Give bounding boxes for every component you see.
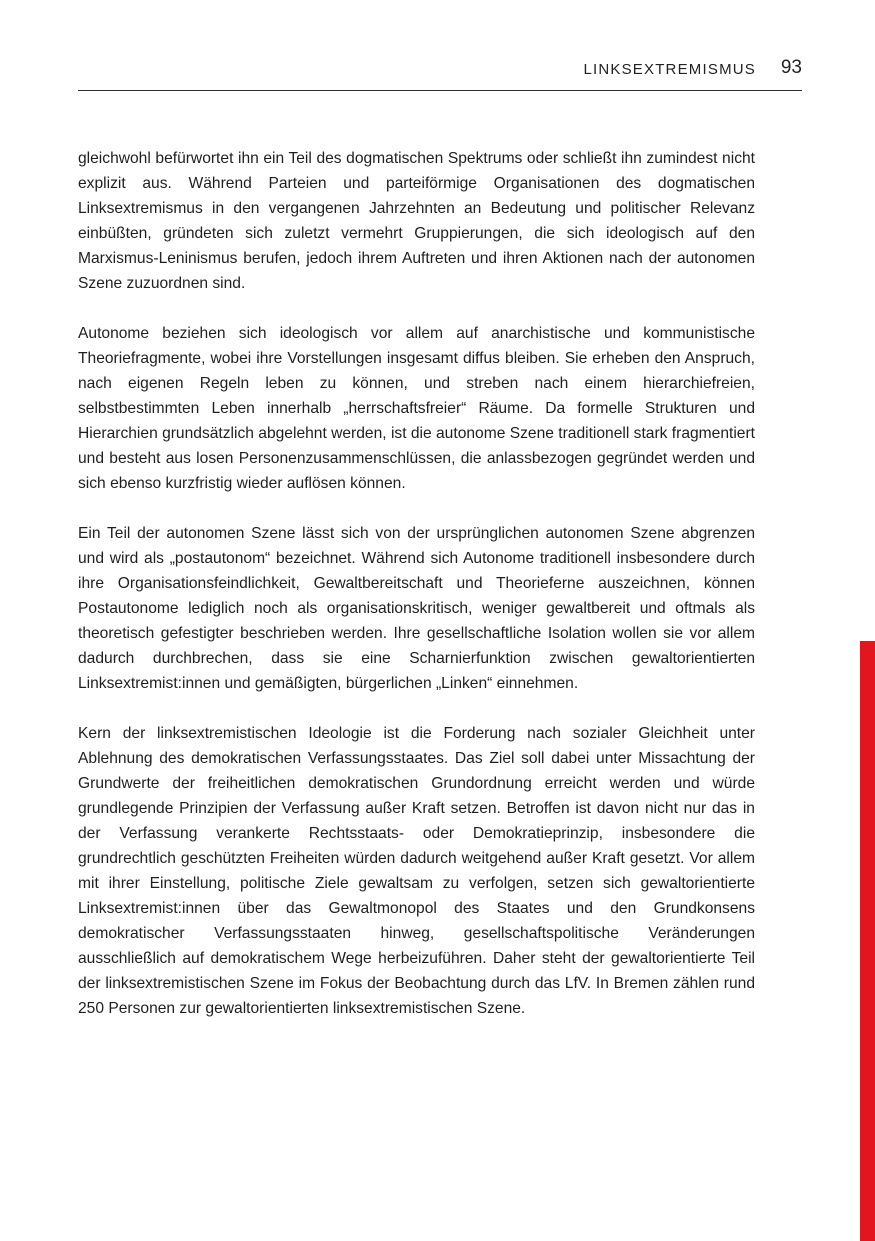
paragraph-4: Kern der linksextremistischen Ideologie ist die Forderung nach sozialer Gleichheit unter Ablehnung des demokratischen Verfassungsstaates. Das Ziel soll dabei unter Missachtung der Grundwerte der freiheitlichen demokratischen Grundordnung erreicht werden und würde grundlegende Prinzipien der Verfassung außer Kraft setzen. Betroffen ist davon nicht nur das in der Verfassung verankerte Rechtsstaats- oder Demokratieprinzip, insbesondere die grundrechtlich geschützten Freiheiten würden dadurch weitgehend außer Kraft gesetzt. Vor allem mit ihrer Einstellung, politische Ziele gewaltsam zu verfolgen, setzen sich gewaltorientierte Linksextremist:innen über das Gewaltmonopol des Staates und den Grundkonsens demokratischer Verfassungsstaaten hinweg, gesellschaftspolitische Veränderungen ausschließlich auf demokratischem Wege herbeizuführen. Daher steht der gewaltorientierte Teil der linksextremistischen Szene im Fokus der Beobachtung durch das LfV. In Bremen zählen rund 250 Personen zur gewaltorientierten linksextremistischen Szene. — [78, 725, 755, 1017]
running-header — [78, 58, 802, 91]
body-text — [78, 146, 755, 1046]
chapter-title: LINKSEXTREMISMUS — [583, 61, 756, 78]
paragraph-2: Autonome beziehen sich ideologisch vor allem auf anarchistische und kommunistische Theoriefragmente, wobei ihre Vorstellungen insgesamt diffus bleiben. Sie erheben den Anspruch, nach eigenen Regeln leben zu können, und streben nach einem hierarchiefreien, selbstbestimmten Leben innerhalb „herrschaftsfreier“ Räume. Da formelle Strukturen und Hierarchien grundsätzlich abgelehnt werden, ist die autonome Szene traditionell stark fragmentiert und besteht aus losen Personenzusammenschlüssen, die anlassbezogen gegründet werden und sich ebenso kurzfristig wieder auflösen können. — [78, 325, 755, 492]
paragraph-3: Ein Teil der autonomen Szene lässt sich von der ursprünglichen autonomen Szene abgrenzen und wird als „postautonom“ bezeichnet. Während sich Autonome traditionell insbesondere durch ihre Organisationsfeindlichkeit, Gewaltbereitschaft und Theorieferne auszeichnen, können Postautonome lediglich noch als organisationskritisch, weniger gewaltbereit und oftmals als theoretisch gefestigter beschrieben werden. Ihre gesellschaftliche Isolation wollen sie vor allem dadurch durchbrechen, dass sie eine Scharnierfunktion zwischen gewaltorientierten Linksextremist:innen und gemäßigten, bürgerlichen „Linken“ einnehmen. — [78, 525, 755, 692]
paragraph-1: gleichwohl befürwortet ihn ein Teil des dogmatischen Spektrums oder schließt ihn zumindest nicht explizit aus. Während Parteien und parteiförmige Organisationen des dogmatischen Linksextremismus in den vergangenen Jahrzehnten an Bedeutung und politischer Relevanz einbüßten, gründeten sich zuletzt vermehrt Gruppierungen, die sich ideologisch auf den Marxismus-Leninismus berufen, jedoch ihrem Auftreten und ihren Aktionen nach der autonomen Szene zuzuordnen sind. — [78, 150, 755, 292]
section-marker-bar — [860, 641, 875, 1241]
page-number: 93 — [780, 57, 802, 78]
